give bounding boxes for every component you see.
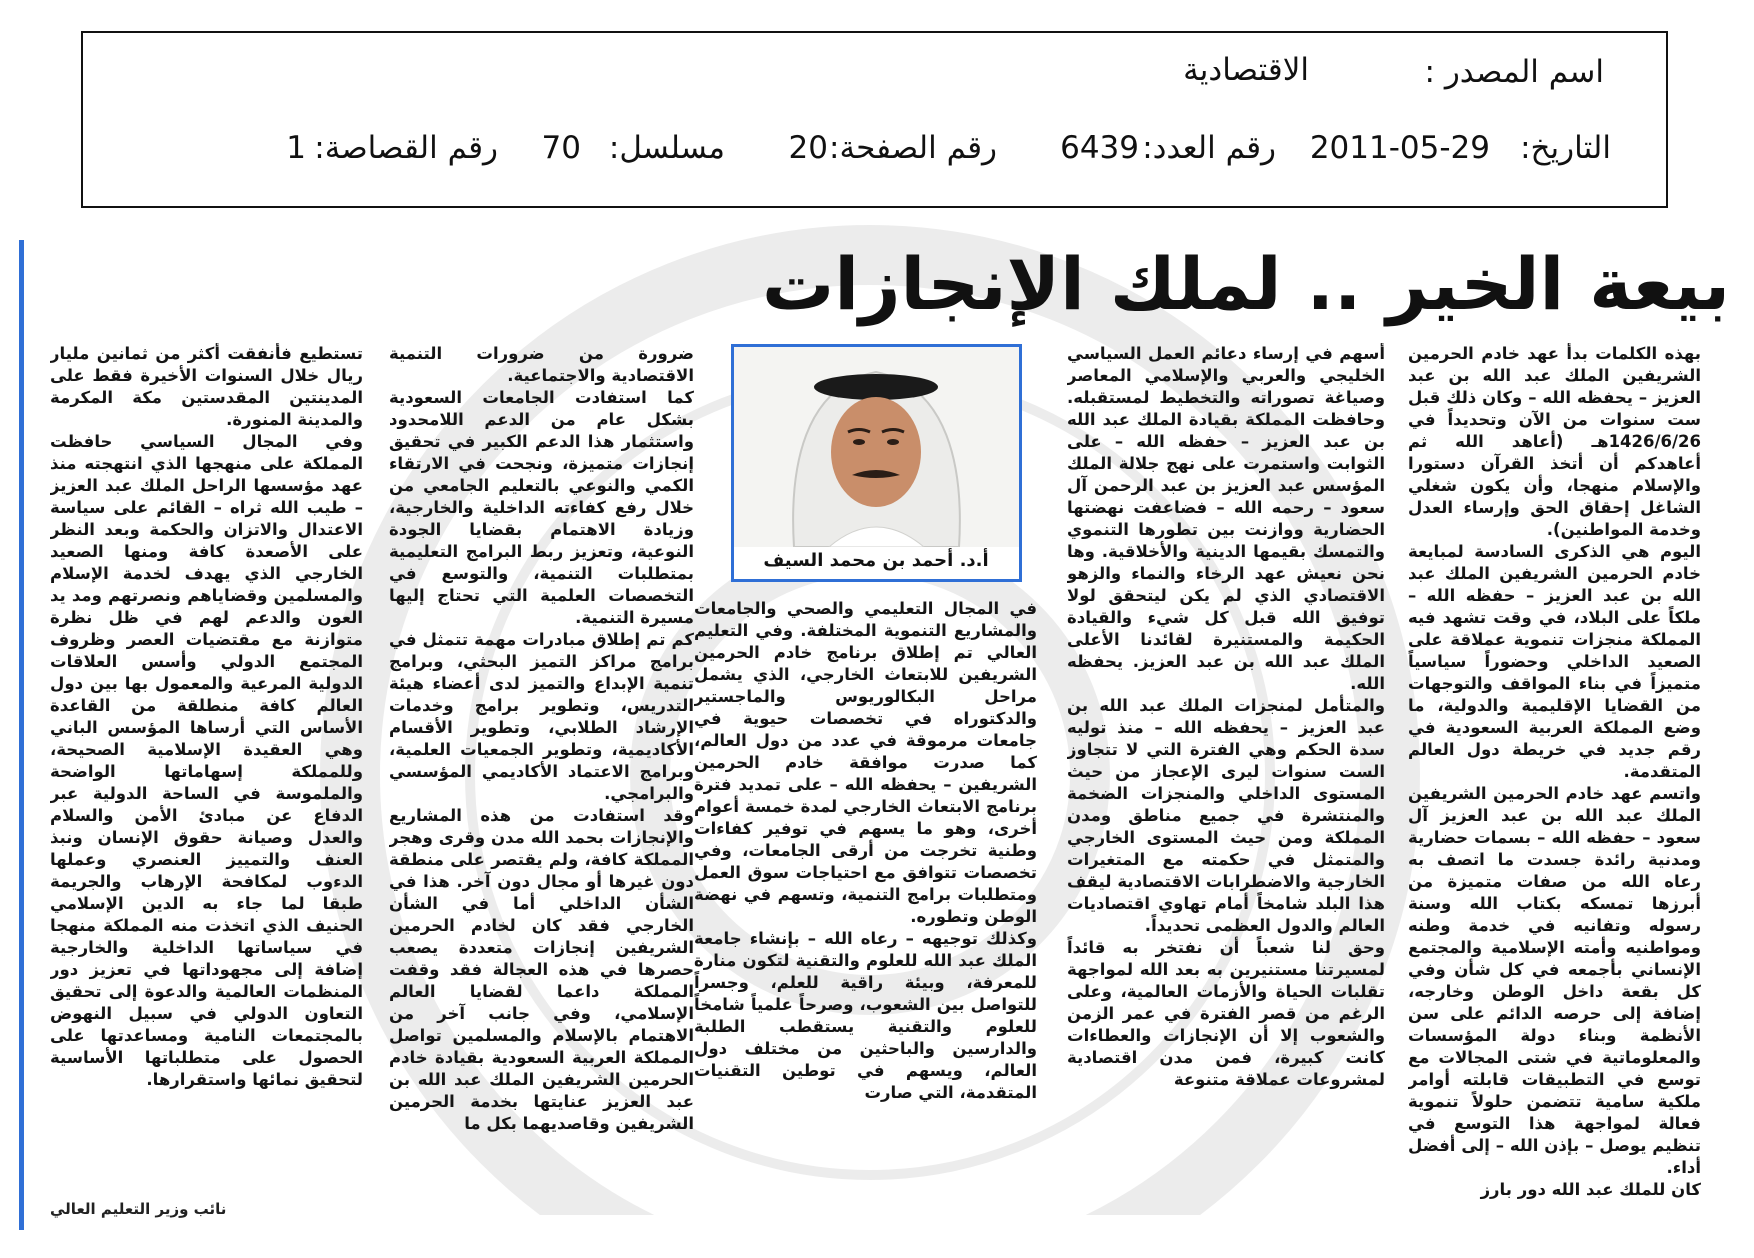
author-caption: أ.د. أحمد بن محمد السيف [763,550,989,571]
author-portrait-image [734,347,1019,547]
source-label: اسم المصدر : [1424,54,1604,90]
serial-label: مسلسل: [608,130,725,166]
article-column-2: أسهم في إرساء دعائم العمل السياسي الخليجي والعربي والإسلامي المعاصر وصياغة تصوراته والتخطيط لمستقبله. وحافظت المملكة بقيادة الملك عبد الله بن عبد العزيز – حفظه الله – على الثوابت واستمرت على نهج جلالة الملك المؤسس عبد العزيز بن عبد الرحمن آل سعود – رحمه الله – فضاعفت نهضتها الحضارية ووازنت بين تطورها التنموي والتمسك بقيمها الدينية والأخلاقية. وها نحن نعيش عهد الرخاء والنماء والزهو الاقتصادي الذي لم يكن ليتحقق لولا توفيق الله قبل كل شيء والقيادة الحكيمة والمستنيرة لقائدنا الأعلى الملك عبد الله بن عبد العزيز. يحفظه الله. والمتأمل لمنجزات الملك عبد الله بن عبد العزيز – يحفظه الله – منذ توليه سدة الحكم وهي الفترة التي لا تتجاوز الست سنوات ليرى الإعجاز من حيث المستوى الداخلي والمنجزات الضخمة والمنتشرة في جميع مناطق ومدن المملكة ومن حيث المستوى الخارجي والمتمثل في حكمته مع المتغيرات الخارجية والاضطرابات الاقتصادية ليقف هذا البلد شامخاً أمام تهاوي اقتصاديات العالم والدول العظمى تحديداً. وحق لنا شعباً أن نفتخر به قائداً لمسيرتنا مستنيرين به بعد الله لمواجهة تقلبات الحياة والأزمات العالمية، وعلى الرغم من قصر الفترة في عمر الزمن والشعوب إلا أن الإنجازات والعطاءات كانت كبيرة، فمن مدن اقتصادية لمشروعات عملاقة متنوعة [1067,344,1385,1089]
source-value: الاقتصادية [1183,52,1309,88]
left-accent-rule [19,240,24,1230]
article-column-1: بهذه الكلمات بدأ عهد خادم الحرمين الشريفين الملك عبد الله بن عبد العزيز – يحفظه الله – وكان ذلك قبل ست سنوات من الآن وتحديداً في 1426/6/26هـ (أعاهد الله ثم أعاهدكم أن أتخذ القرآن دستورا والإسلام منهجا، وأن يكون شغلي الشاغل إحقاق الحق وإرساء العدل وخدمة المواطنين). اليوم هي الذكرى السادسة لمبايعة خادم الحرمين الشريفين الملك عبد الله بن عبد العزيز – حفظه الله – ملكاً على البلاد، في وقت تشهد فيه المملكة منجزات تنموية عملاقة على الصعيد الداخلي وحضوراً سياسياً متميزاً في بناء المواقف والتوجهات من القضايا الإقليمية والدولية، ما وضع المملكة العربية السعودية في رقم جديد في خريطة دول العالم المتقدمة. واتسم عهد خادم الحرمين الشريفين الملك عبد الله بن عبد العزيز آل سعود – حفظه الله – بسمات حضارية ومدنية رائدة جسدت ما اتصف به رعاه الله من صفات متميزة من أبرزها تمسكه بكتاب الله وسنة رسوله وتفانيه في خدمة وطنه ومواطنيه وأمته الإسلامية والمجتمع الإنساني بأجمعه في كل شأن وفي كل بقعة داخل الوطن وخارجه، إضافة إلى حرصه الدائم على سن الأنظمة وبناء دولة المؤسسات والمعلوماتية في شتى المجالات مع توسع في التطبيقات قابلته أوامر ملكية سامية تتضمن حلولاً تنموية فعالة لمواجهة هذا التوسع في تنظيم يوصل – بإذن الله – إلى أفضل أداء. كان للملك عبد الله دور بارز [1408,344,1701,1199]
date-label: التاريخ: [1520,130,1611,166]
author-position: نائب وزير التعليم العالي [50,1200,227,1218]
issue-label: رقم العدد: [1142,130,1276,166]
clip-label: رقم القصاصة: [314,130,498,166]
article-column-5: تستطيع فأنفقت أكثر من ثمانين مليار ريال خلال السنوات الأخيرة فقط على المدينتين المقدستين مكة المكرمة والمدينة المنورة. وفي المجال السياسي حافظت المملكة على منهجها الذي انتهجته منذ عهد مؤسسها الراحل الملك عبد العزيز – طيب الله ثراه – القائم على سياسة الاعتدال والاتزان والحكمة وبعد النظر على الأصعدة كافة ومنها الصعيد الخارجي الذي يهدف لخدمة الإسلام والمسلمين وقضاياهم ونصرتهم ومد يد العون والدعم لهم في ظل نظرة متوازنة مع مقتضيات العصر وظروف المجتمع الدولي وأسس العلاقات الدولية المرعية والمعمول بها بين دول العالم كافة منطلقة من القاعدة الأساس التي أرساها المؤسس الباني وهي العقيدة الإسلامية الصحيحة، وللمملكة إسهاماتها الواضحة والملموسة في الساحة الدولية عبر الدفاع عن مبادئ الأمن والسلام والعدل وصيانة حقوق الإنسان ونبذ العنف والتمييز العنصري وعملها الدءوب لمكافحة الإرهاب والجريمة طبقا لما جاء به الدين الإسلامي الحنيف الذي اتخذت منه المملكة منهجا في سياساتها الداخلية والخارجية إضافة إلى مجهوداتها في تعزيز دور المنظمات العالمية والدعوة إلى تحقيق التعاون الدولي في سبيل النهوض بالمجتمعات النامية ومساعدتها على الحصول على متطلباتها الأساسية لتحقيق نمائها واستقرارها. [50,344,363,1089]
date-value: 2011-05-29 [1309,130,1490,166]
page-value: 20 [788,130,828,166]
clipping-metadata-box [81,31,1668,208]
article-column-3: في المجال التعليمي والصحي والجامعات والمشاريع التنموية المختلفة. وفي التعليم العالي تم إطلاق برنامج خادم الحرمين الشريفين للابتعاث الخارجي، الذي يشمل مراحل البكالوريوس والماجستير والدكتوراه في تخصصات حيوية في جامعات مرموقة في عدد من دول العالم، كما صدرت موافقة خادم الحرمين الشريفين – يحفظه الله – على تمديد فترة برنامج الابتعاث الخارجي لمدة خمسة أعوام أخرى، وهو ما يسهم في توفير كفاءات وطنية تخرجت من أرقى الجامعات، وفي تخصصات تتوافق مع احتياجات سوق العمل ومتطلبات برامج التنمية، وتسهم في نهضة الوطن وتطوره. وكذلك توجيهه – رعاه الله – بإنشاء جامعة الملك عبد الله للعلوم والتقنية لتكون منارة للمعرفة، وبيئة راقية للعلم، وجسراً للتواصل بين الشعوب، وصرحاً علمياً شامخاً للعلوم والتقنية يستقطب الطلبة والدارسين والباحثين من مختلف دول العالم، ويسهم في توطين التقنيات المتقدمة، التي صارت [694,599,1037,1102]
page-label: رقم الصفحة: [829,130,997,166]
issue-value: 6439 [1060,130,1139,166]
article-headline: بيعة الخير .. لملك الإنجازات [762,242,1730,326]
clip-value: 1 [286,130,306,166]
article-column-4: ضرورة من ضرورات التنمية الاقتصادية والاجتماعية. كما استفادت الجامعات السعودية بشكل عام من الدعم اللامحدود واستثمار هذا الدعم الكبير في تحقيق إنجازات متميزة، ونجحت في الارتقاء الكمي والنوعي بالتعليم الجامعي من خلال رفع كفاءته الداخلية والخارجية، وزيادة الاهتمام بقضايا الجودة النوعية، وتعزيز ربط البرامج التعليمية بمتطلبات التنمية، والتوسع في التخصصات العلمية التي تحتاج إليها مسيرة التنمية. كم تم إطلاق مبادرات مهمة تتمثل في برامج مراكز التميز البحثي، وبرامج تنمية الإبداع والتميز لدى أعضاء هيئة التدريس، وتطوير برامج وخدمات الإرشاد الطلابي، وتطوير الأقسام الأكاديمية، وتطوير الجمعيات العلمية، وبرامج الاعتماد الأكاديمي المؤسسي والبرامجي. وقد استفادت من هذه المشاريع والإنجازات بحمد الله مدن وقرى وهجر المملكة كافة، ولم يقتصر على منطقة دون غيرها أو مجال دون آخر. هذا في الشأن الداخلي أما في الشأن الخارجي فقد كان لخادم الحرمين الشريفين إنجازات متعددة يصعب حصرها في هذه العجالة فقد وقفت المملكة داعما لقضايا العالم الإسلامي، وفي جانب آخر من الاهتمام بالإسلام والمسلمين تواصل المملكة العربية السعودية بقيادة خادم الحرمين الشريفين الملك عبد الله بن عبد العزيز عنايتها بخدمة الحرمين الشريفين وقاصديهما بكل ما [389,344,694,1133]
author-photo [731,344,1022,582]
serial-value: 70 [541,130,581,166]
